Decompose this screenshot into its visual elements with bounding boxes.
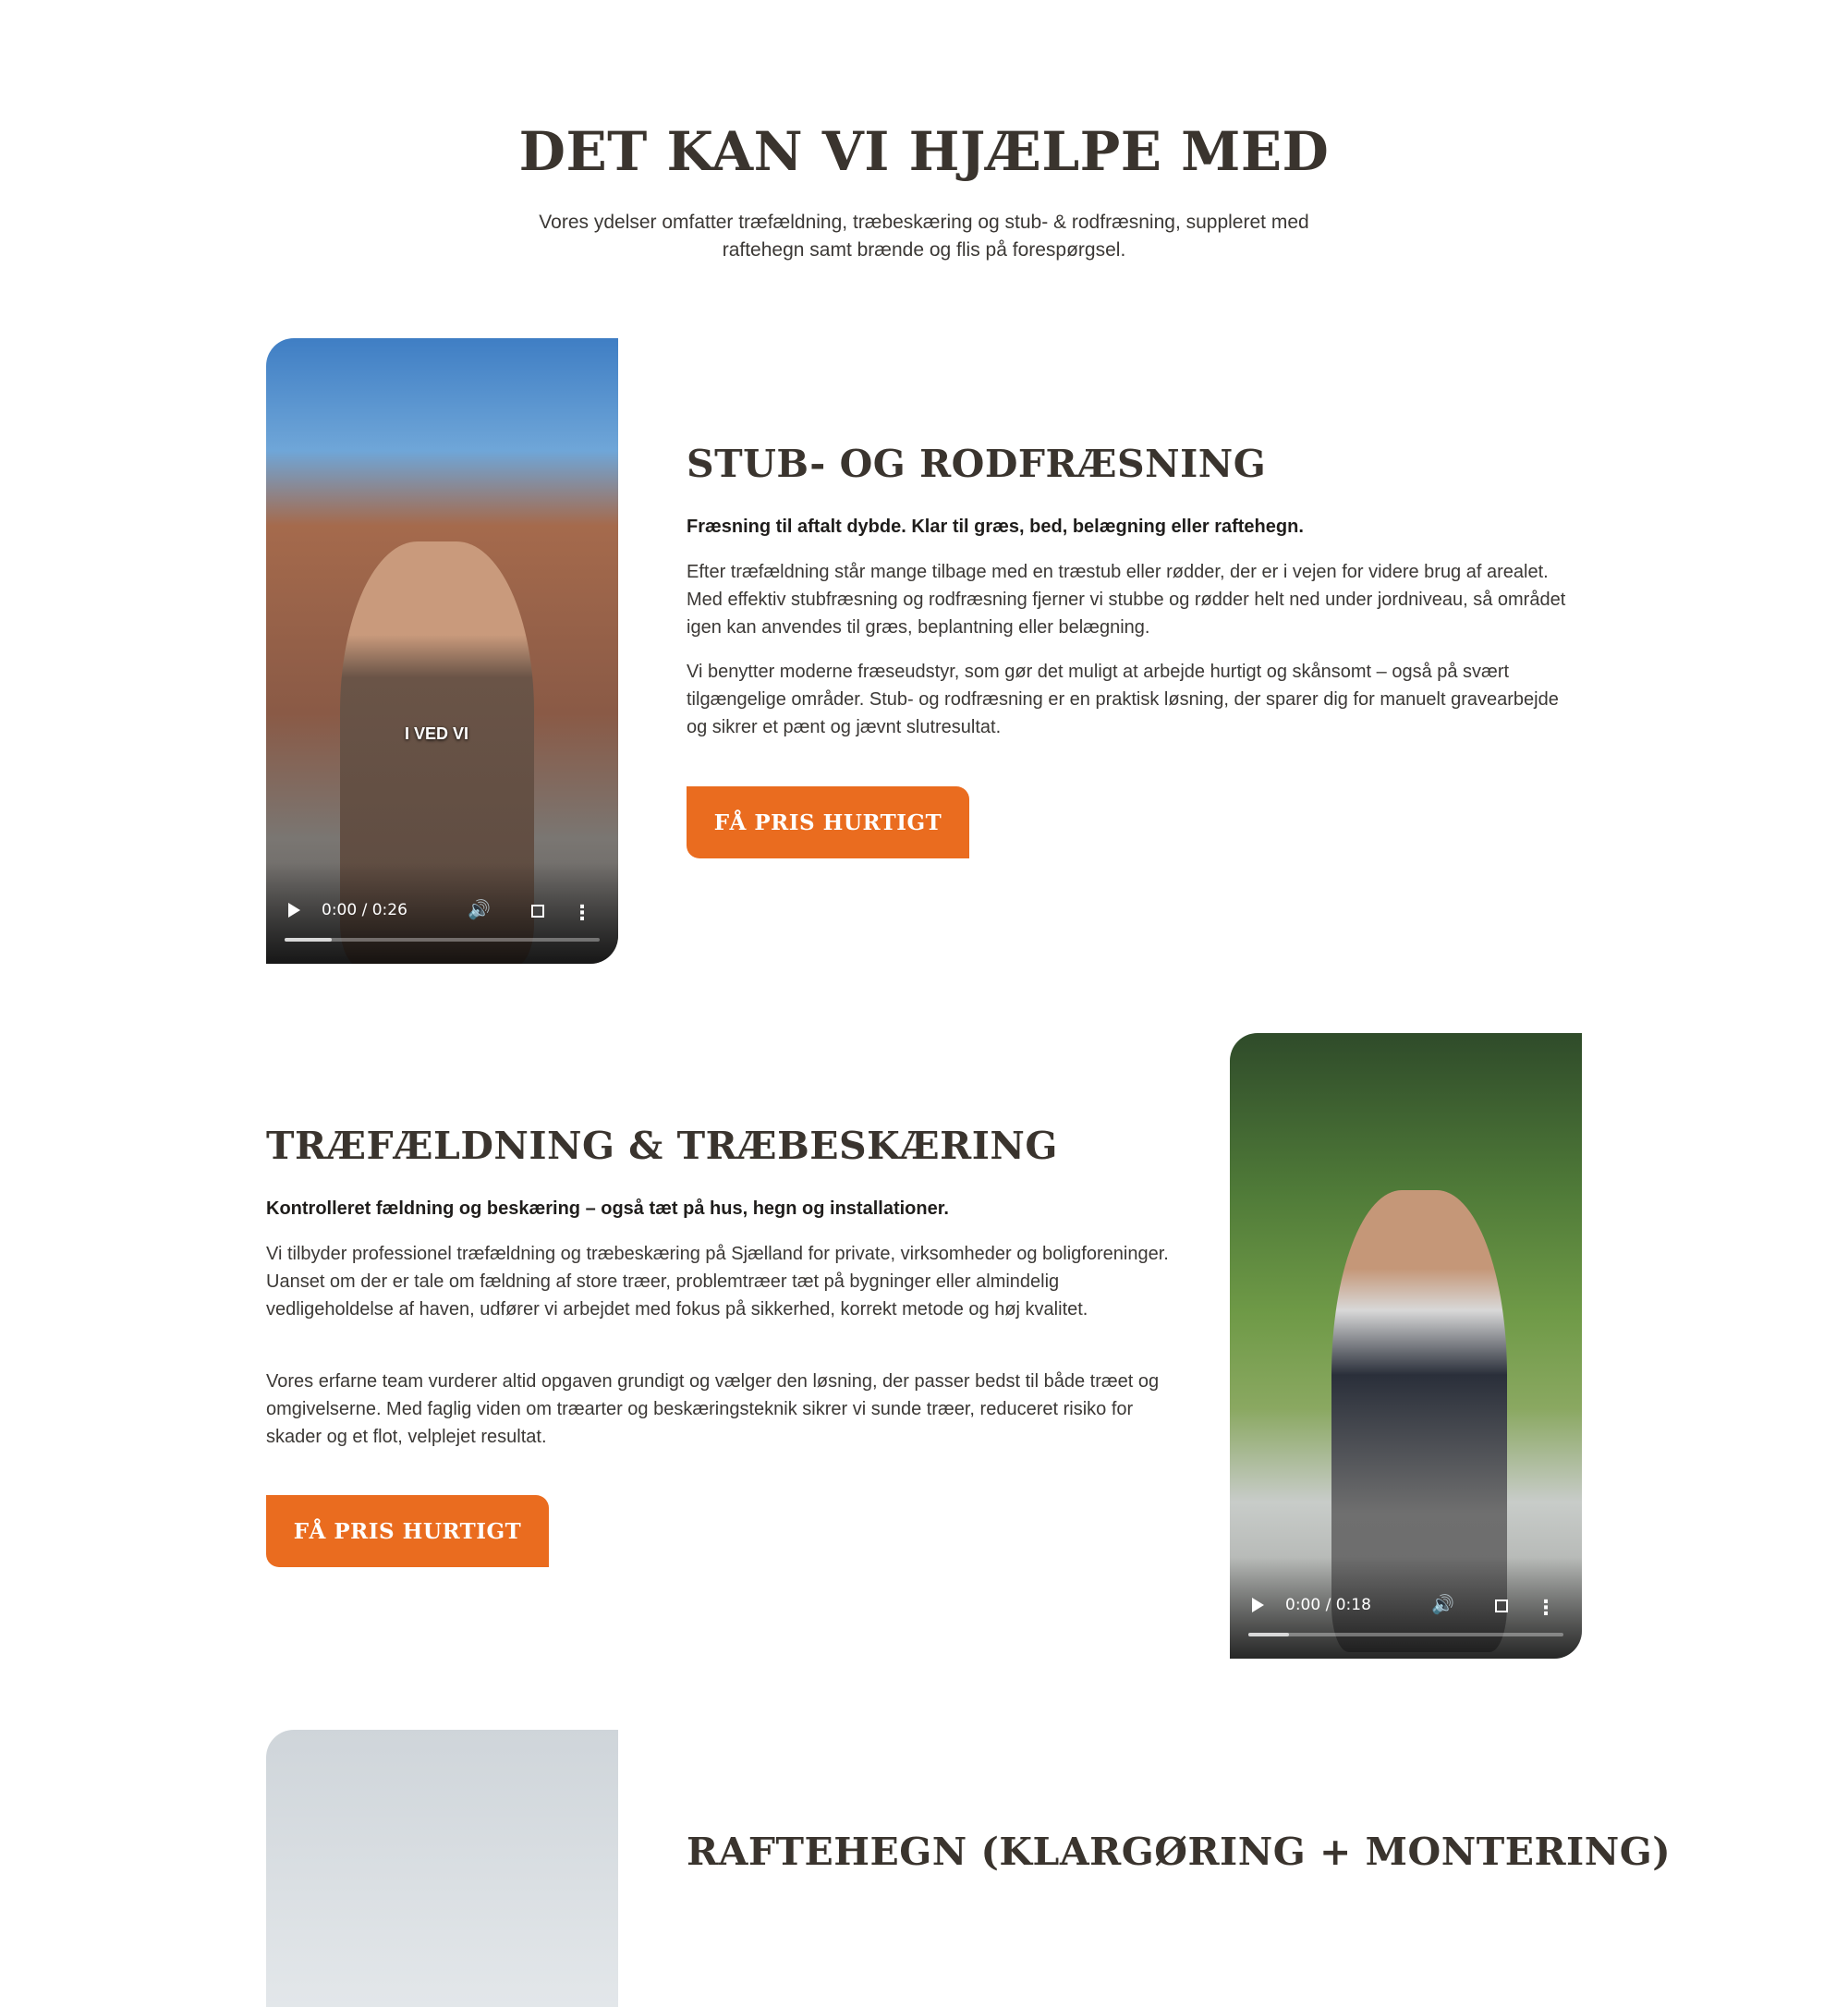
more-vert-icon[interactable]: ⋮ [572,901,592,924]
video-player-felling[interactable] [1230,1033,1582,1659]
video-progress-fill [1248,1633,1289,1636]
get-price-button[interactable]: FÅ PRIS HURTIGT [266,1495,549,1567]
fullscreen-icon[interactable] [531,905,544,918]
play-icon[interactable] [288,903,300,918]
section-lead-felling: Kontrolleret fældning og beskæring – også tæt på hus, hegn og installationer. [266,1198,949,1219]
video-time: 0:00 / 0:18 [1285,1596,1371,1614]
video-progress-bar[interactable] [285,938,600,942]
volume-icon[interactable]: 🔊 [468,900,491,920]
video-caption: I VED VI [405,724,469,743]
section-title-stub: STUB- OG RODFRÆSNING [687,442,1267,486]
video-player-stub[interactable] [266,338,618,964]
section-paragraph: Vi tilbyder professionel træfældning og træbeskæring på Sjælland for private, virksomheder og boligforeninger. Uanset om der er tale om fældning af store træer, problemtræer tæt på bygninger eller almindelig vedligeholdelse af haven, udfører vi arbejdet med fokus på sikkerhed, korrekt metode og høj kvalitet. [266,1244,1169,1320]
video-time: 0:00 / 0:26 [322,901,407,919]
video-controls [266,862,618,964]
more-vert-icon[interactable]: ⋮ [1536,1596,1556,1619]
video-player-fence[interactable] [266,1730,618,2007]
section-paragraph: Efter træfældning står mange tilbage med en træstub eller rødder, der er i vejen for videre brug af arealet. Med effektiv stubfræsning og rodfræsning fjerner vi stubbe og rødder helt ned under jordniveau, så området igen kan anvendes til græs, beplantning eller belægning. [687,562,1566,638]
section-paragraph: Vores erfarne team vurderer altid opgaven grundigt og vælger den løsning, der passer bedst til både træet og omgivelserne. Med faglig viden om træarter og beskæringsteknik sikrer vi sunde træer, reduceret risiko for skader og et flot, velplejet resultat. [266,1371,1160,1447]
fullscreen-icon[interactable] [1495,1600,1508,1612]
intro-text: Vores ydelser omfatter træfældning, træbeskæring og stub- & rodfræsning, suppleret med raftehegn samt brænde og flis på forespørgsel. [539,212,1309,261]
video-controls [1230,1557,1582,1659]
get-price-button[interactable]: FÅ PRIS HURTIGT [687,786,969,858]
section-lead-stub: Fræsning til aftalt dybde. Klar til græs, bed, belægning eller raftehegn. [687,517,1304,537]
video-progress-fill [285,938,332,942]
play-icon[interactable] [1252,1598,1264,1612]
page-title: DET KAN VI HJÆLPE MED [518,120,1330,183]
section-title-felling: TRÆFÆLDNING & TRÆBESKÆRING [266,1124,1058,1168]
section-paragraph: Vi benytter moderne fræseudstyr, som gør det muligt at arbejde hurtigt og skånsomt – også på svært tilgængelige områder. Stub- og rodfræsning er en praktisk løsning, der sparer dig for manuelt gravearbejde og sikrer et pænt og jævnt slutresultat. [687,662,1559,737]
volume-icon[interactable]: 🔊 [1431,1595,1454,1615]
video-progress-bar[interactable] [1248,1633,1563,1636]
section-title-fence: RAFTEHEGN (KLARGØRING + MONTERING) [687,1830,1672,1874]
